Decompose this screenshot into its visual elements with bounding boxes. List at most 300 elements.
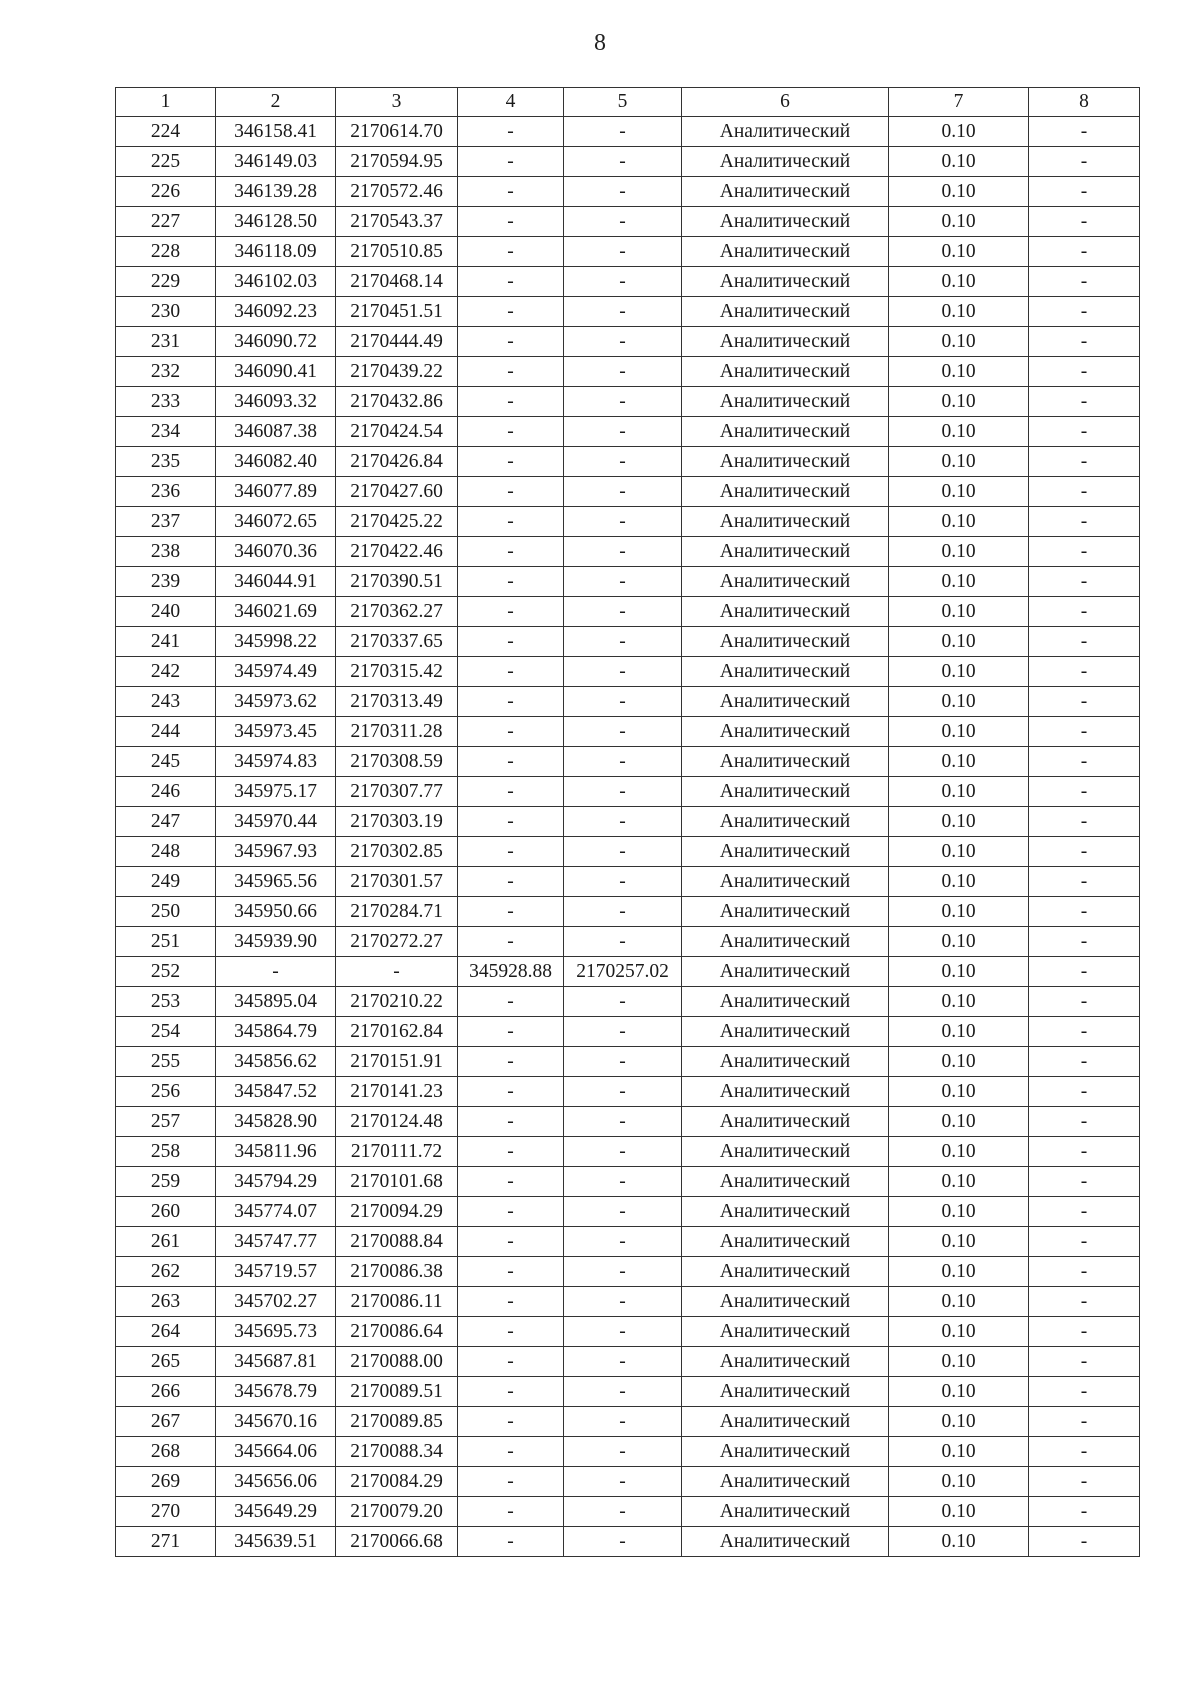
table-cell: -: [458, 987, 564, 1017]
table-cell: 0.10: [889, 1437, 1029, 1467]
table-cell: Аналитический: [682, 1047, 889, 1077]
table-cell: 0.10: [889, 627, 1029, 657]
table-row: [116, 1047, 1140, 1077]
table-cell: 0.10: [889, 1347, 1029, 1377]
table-cell: 0.10: [889, 927, 1029, 957]
table-row: [116, 1497, 1140, 1527]
table-cell: Аналитический: [682, 1317, 889, 1347]
table-cell: 345973.62: [216, 687, 336, 717]
table-row: [116, 117, 1140, 147]
table-cell: -: [458, 417, 564, 447]
table-cell: -: [458, 747, 564, 777]
table-cell: -: [1029, 507, 1140, 537]
column-header: 1: [116, 88, 216, 117]
table-cell: -: [458, 1407, 564, 1437]
table-cell: -: [458, 1137, 564, 1167]
table-cell: 2170284.71: [336, 897, 458, 927]
table-cell: 346139.28: [216, 177, 336, 207]
table-cell: 0.10: [889, 747, 1029, 777]
table-cell: -: [1029, 567, 1140, 597]
table-cell: -: [1029, 1137, 1140, 1167]
table-cell: 345687.81: [216, 1347, 336, 1377]
table-cell: Аналитический: [682, 207, 889, 237]
table-cell: Аналитический: [682, 807, 889, 837]
table-cell: 2170151.91: [336, 1047, 458, 1077]
table-cell: -: [458, 1167, 564, 1197]
table-cell: -: [1029, 1227, 1140, 1257]
table-cell: -: [458, 447, 564, 477]
table-cell: 2170089.51: [336, 1377, 458, 1407]
table-cell: -: [564, 177, 682, 207]
table-cell: -: [458, 717, 564, 747]
table-row: [116, 267, 1140, 297]
table-cell: 247: [116, 807, 216, 837]
table-cell: 345639.51: [216, 1527, 336, 1557]
table-cell: Аналитический: [682, 477, 889, 507]
table-row: [116, 1197, 1140, 1227]
table-cell: 346072.65: [216, 507, 336, 537]
table-row: [116, 147, 1140, 177]
table-cell: 2170426.84: [336, 447, 458, 477]
table-cell: 345864.79: [216, 1017, 336, 1047]
table-row: [116, 1077, 1140, 1107]
table-cell: Аналитический: [682, 297, 889, 327]
table-cell: 345895.04: [216, 987, 336, 1017]
table-cell: -: [1029, 1527, 1140, 1557]
table-cell: 345678.79: [216, 1377, 336, 1407]
table-cell: Аналитический: [682, 1287, 889, 1317]
table-cell: 0.10: [889, 207, 1029, 237]
table-cell: 265: [116, 1347, 216, 1377]
table-cell: -: [564, 567, 682, 597]
table-cell: -: [1029, 687, 1140, 717]
table-cell: -: [564, 1107, 682, 1137]
table-cell: 345719.57: [216, 1257, 336, 1287]
table-cell: Аналитический: [682, 1227, 889, 1257]
table-cell: 0.10: [889, 687, 1029, 717]
table-cell: -: [564, 1377, 682, 1407]
table-cell: 0.10: [889, 1527, 1029, 1557]
table-cell: 271: [116, 1527, 216, 1557]
table-cell: -: [564, 1347, 682, 1377]
table-cell: 2170094.29: [336, 1197, 458, 1227]
table-cell: -: [1029, 297, 1140, 327]
table-cell: Аналитический: [682, 177, 889, 207]
table-cell: 232: [116, 357, 216, 387]
table-cell: 2170337.65: [336, 627, 458, 657]
table-cell: 2170302.85: [336, 837, 458, 867]
table-cell: Аналитический: [682, 1437, 889, 1467]
table-cell: Аналитический: [682, 927, 889, 957]
table-cell: 226: [116, 177, 216, 207]
table-cell: 2170257.02: [564, 957, 682, 987]
table-cell: -: [216, 957, 336, 987]
table-cell: Аналитический: [682, 837, 889, 867]
table-cell: -: [458, 1317, 564, 1347]
table-cell: 2170444.49: [336, 327, 458, 357]
table-cell: Аналитический: [682, 1107, 889, 1137]
table-row: [116, 567, 1140, 597]
table-cell: 255: [116, 1047, 216, 1077]
table-cell: -: [458, 1227, 564, 1257]
table-cell: 0.10: [889, 807, 1029, 837]
table-cell: 0.10: [889, 1167, 1029, 1197]
table-cell: 266: [116, 1377, 216, 1407]
table-cell: -: [1029, 417, 1140, 447]
table-cell: -: [1029, 1077, 1140, 1107]
table-cell: 2170543.37: [336, 207, 458, 237]
table-cell: 2170066.68: [336, 1527, 458, 1557]
table-cell: -: [564, 717, 682, 747]
table-row: [116, 777, 1140, 807]
table-cell: 263: [116, 1287, 216, 1317]
table-cell: 0.10: [889, 897, 1029, 927]
table-cell: 240: [116, 597, 216, 627]
table-cell: 346090.41: [216, 357, 336, 387]
table-row: [116, 417, 1140, 447]
table-cell: -: [564, 357, 682, 387]
table-row: [116, 1257, 1140, 1287]
table-row: [116, 687, 1140, 717]
table-cell: 345975.17: [216, 777, 336, 807]
table-cell: -: [458, 1197, 564, 1227]
table-cell: -: [458, 867, 564, 897]
table-cell: -: [1029, 1017, 1140, 1047]
table-cell: 2170101.68: [336, 1167, 458, 1197]
table-cell: 346044.91: [216, 567, 336, 597]
table-cell: 2170088.00: [336, 1347, 458, 1377]
table-row: [116, 1137, 1140, 1167]
table-cell: -: [458, 1077, 564, 1107]
column-header: 7: [889, 88, 1029, 117]
table-cell: 234: [116, 417, 216, 447]
table-cell: 235: [116, 447, 216, 477]
table-cell: -: [458, 357, 564, 387]
table-cell: -: [1029, 657, 1140, 687]
table-cell: -: [1029, 1167, 1140, 1197]
table-cell: -: [564, 927, 682, 957]
table-cell: -: [564, 297, 682, 327]
table-cell: 0.10: [889, 297, 1029, 327]
table-cell: Аналитический: [682, 627, 889, 657]
table-cell: 2170432.86: [336, 387, 458, 417]
table-cell: 345828.90: [216, 1107, 336, 1137]
table-cell: 0.10: [889, 327, 1029, 357]
table-cell: -: [458, 1017, 564, 1047]
table-cell: Аналитический: [682, 987, 889, 1017]
table-cell: 2170301.57: [336, 867, 458, 897]
table-cell: -: [458, 117, 564, 147]
table-cell: -: [458, 1527, 564, 1557]
table-cell: 2170088.84: [336, 1227, 458, 1257]
table-cell: 252: [116, 957, 216, 987]
table-cell: 262: [116, 1257, 216, 1287]
table-cell: -: [1029, 1107, 1140, 1137]
table-row: [116, 747, 1140, 777]
table-row: [116, 1377, 1140, 1407]
table-cell: -: [564, 1497, 682, 1527]
table-cell: -: [458, 1467, 564, 1497]
table-cell: Аналитический: [682, 1467, 889, 1497]
table-cell: 249: [116, 867, 216, 897]
table-cell: 254: [116, 1017, 216, 1047]
table-cell: 225: [116, 147, 216, 177]
table-cell: 2170089.85: [336, 1407, 458, 1437]
table-cell: -: [458, 537, 564, 567]
table-cell: -: [458, 1047, 564, 1077]
table-cell: 0.10: [889, 537, 1029, 567]
table-cell: -: [564, 1407, 682, 1437]
table-cell: 236: [116, 477, 216, 507]
header-row: [116, 88, 1140, 117]
table-cell: -: [458, 897, 564, 927]
table-cell: Аналитический: [682, 1407, 889, 1437]
table-cell: 2170425.22: [336, 507, 458, 537]
table-cell: 345774.07: [216, 1197, 336, 1227]
table-cell: -: [1029, 597, 1140, 627]
table-cell: -: [564, 207, 682, 237]
table-row: [116, 627, 1140, 657]
table-cell: 269: [116, 1467, 216, 1497]
table-row: [116, 1107, 1140, 1137]
table-cell: -: [1029, 147, 1140, 177]
table-cell: 346021.69: [216, 597, 336, 627]
table-cell: -: [1029, 1377, 1140, 1407]
table-cell: 346090.72: [216, 327, 336, 357]
column-header: 2: [216, 88, 336, 117]
table-cell: -: [564, 1077, 682, 1107]
table-cell: -: [1029, 477, 1140, 507]
table-cell: Аналитический: [682, 447, 889, 477]
table-cell: 2170614.70: [336, 117, 458, 147]
table-cell: -: [458, 1107, 564, 1137]
table-cell: 345973.45: [216, 717, 336, 747]
table-cell: Аналитический: [682, 507, 889, 537]
table-cell: -: [564, 1047, 682, 1077]
table-cell: Аналитический: [682, 147, 889, 177]
table-cell: 0.10: [889, 1047, 1029, 1077]
table-cell: 346102.03: [216, 267, 336, 297]
table-cell: -: [1029, 867, 1140, 897]
table-cell: 2170468.14: [336, 267, 458, 297]
table-row: [116, 507, 1140, 537]
table-cell: Аналитический: [682, 867, 889, 897]
table-cell: Аналитический: [682, 417, 889, 447]
table-cell: Аналитический: [682, 1527, 889, 1557]
table-cell: -: [458, 207, 564, 237]
table-cell: 346082.40: [216, 447, 336, 477]
table-cell: -: [1029, 1197, 1140, 1227]
table-cell: -: [458, 837, 564, 867]
table-cell: -: [564, 687, 682, 717]
table-cell: 2170315.42: [336, 657, 458, 687]
table-cell: 2170307.77: [336, 777, 458, 807]
table-row: [116, 987, 1140, 1017]
table-cell: -: [1029, 177, 1140, 207]
table-cell: Аналитический: [682, 117, 889, 147]
table-cell: 345967.93: [216, 837, 336, 867]
table-cell: 248: [116, 837, 216, 867]
table-cell: 230: [116, 297, 216, 327]
table-cell: -: [564, 447, 682, 477]
table-cell: 2170390.51: [336, 567, 458, 597]
table-cell: -: [564, 837, 682, 867]
table-cell: 2170124.48: [336, 1107, 458, 1137]
table-row: [116, 297, 1140, 327]
table-cell: Аналитический: [682, 567, 889, 597]
table-row: [116, 657, 1140, 687]
table-cell: -: [564, 1317, 682, 1347]
table-cell: 0.10: [889, 777, 1029, 807]
table-cell: 228: [116, 237, 216, 267]
table-cell: Аналитический: [682, 897, 889, 927]
table-cell: 2170451.51: [336, 297, 458, 327]
table-cell: -: [1029, 117, 1140, 147]
table-cell: -: [1029, 717, 1140, 747]
table-cell: -: [458, 1287, 564, 1317]
table-cell: -: [564, 117, 682, 147]
table-cell: -: [564, 627, 682, 657]
table-cell: -: [564, 387, 682, 417]
table-cell: -: [458, 177, 564, 207]
table-cell: -: [564, 1167, 682, 1197]
table-cell: -: [458, 777, 564, 807]
table-cell: -: [564, 807, 682, 837]
column-header: 5: [564, 88, 682, 117]
table-cell: 345974.83: [216, 747, 336, 777]
table-cell: -: [564, 597, 682, 627]
table-cell: 345998.22: [216, 627, 336, 657]
table-cell: 2170422.46: [336, 537, 458, 567]
table-row: [116, 327, 1140, 357]
table-cell: -: [458, 927, 564, 957]
table-cell: 0.10: [889, 1137, 1029, 1167]
table-cell: 345811.96: [216, 1137, 336, 1167]
table-cell: 239: [116, 567, 216, 597]
table-cell: Аналитический: [682, 777, 889, 807]
table-cell: Аналитический: [682, 237, 889, 267]
table-cell: 345695.73: [216, 1317, 336, 1347]
table-cell: 2170084.29: [336, 1467, 458, 1497]
column-header: 3: [336, 88, 458, 117]
table-cell: 0.10: [889, 1497, 1029, 1527]
table-cell: -: [458, 567, 564, 597]
table-cell: 264: [116, 1317, 216, 1347]
table-cell: 261: [116, 1227, 216, 1257]
table-cell: 345970.44: [216, 807, 336, 837]
column-header: 4: [458, 88, 564, 117]
table-cell: -: [458, 1377, 564, 1407]
table-cell: Аналитический: [682, 1197, 889, 1227]
table-row: [116, 897, 1140, 927]
table-cell: 0.10: [889, 957, 1029, 987]
table-row: [116, 597, 1140, 627]
table-cell: Аналитический: [682, 687, 889, 717]
table-cell: -: [1029, 1407, 1140, 1437]
table-cell: 2170439.22: [336, 357, 458, 387]
table-cell: -: [1029, 747, 1140, 777]
table-cell: 0.10: [889, 567, 1029, 597]
table-row: [116, 387, 1140, 417]
table-cell: 345965.56: [216, 867, 336, 897]
table-cell: 0.10: [889, 1257, 1029, 1287]
table-cell: 258: [116, 1137, 216, 1167]
table-cell: Аналитический: [682, 597, 889, 627]
table-cell: Аналитический: [682, 537, 889, 567]
table-cell: 0.10: [889, 477, 1029, 507]
table-cell: 227: [116, 207, 216, 237]
page-number: 8: [594, 30, 606, 56]
table-cell: 346077.89: [216, 477, 336, 507]
table-cell: 250: [116, 897, 216, 927]
table-cell: -: [564, 537, 682, 567]
table-header: [116, 88, 1140, 117]
table-row: [116, 1467, 1140, 1497]
table-cell: -: [564, 237, 682, 267]
table-cell: -: [458, 477, 564, 507]
table-cell: -: [1029, 387, 1140, 417]
table-cell: Аналитический: [682, 1077, 889, 1107]
table-cell: 345702.27: [216, 1287, 336, 1317]
table-cell: Аналитический: [682, 1167, 889, 1197]
table-cell: 2170162.84: [336, 1017, 458, 1047]
table-cell: 0.10: [889, 867, 1029, 897]
table-cell: 238: [116, 537, 216, 567]
table-cell: Аналитический: [682, 357, 889, 387]
table-cell: -: [1029, 1287, 1140, 1317]
table-cell: -: [458, 1347, 564, 1377]
table-cell: 0.10: [889, 1077, 1029, 1107]
table-row: [116, 237, 1140, 267]
table-cell: -: [564, 267, 682, 297]
table-cell: 346092.23: [216, 297, 336, 327]
table-cell: -: [564, 147, 682, 177]
table-cell: -: [564, 1437, 682, 1467]
table-cell: 346087.38: [216, 417, 336, 447]
table-row: [116, 717, 1140, 747]
table-cell: 346158.41: [216, 117, 336, 147]
table-cell: 2170572.46: [336, 177, 458, 207]
table-cell: 0.10: [889, 237, 1029, 267]
table-cell: 2170308.59: [336, 747, 458, 777]
table-cell: -: [1029, 357, 1140, 387]
table-cell: 0.10: [889, 117, 1029, 147]
table-cell: -: [1029, 1347, 1140, 1377]
table-row: [116, 1017, 1140, 1047]
table-cell: Аналитический: [682, 717, 889, 747]
table-cell: 0.10: [889, 1197, 1029, 1227]
table-cell: 257: [116, 1107, 216, 1137]
table-cell: -: [1029, 927, 1140, 957]
table-cell: -: [1029, 537, 1140, 567]
table-cell: Аналитический: [682, 327, 889, 357]
table-cell: 2170088.34: [336, 1437, 458, 1467]
table-cell: 259: [116, 1167, 216, 1197]
table-row: [116, 537, 1140, 567]
table-row: [116, 957, 1140, 987]
table-cell: -: [1029, 777, 1140, 807]
table-cell: -: [1029, 327, 1140, 357]
table-cell: 268: [116, 1437, 216, 1467]
table-cell: 246: [116, 777, 216, 807]
table-cell: Аналитический: [682, 1377, 889, 1407]
table-cell: Аналитический: [682, 267, 889, 297]
table-cell: 0.10: [889, 177, 1029, 207]
table-cell: -: [1029, 807, 1140, 837]
table-row: [116, 1287, 1140, 1317]
table-cell: 245: [116, 747, 216, 777]
table-cell: -: [1029, 1047, 1140, 1077]
